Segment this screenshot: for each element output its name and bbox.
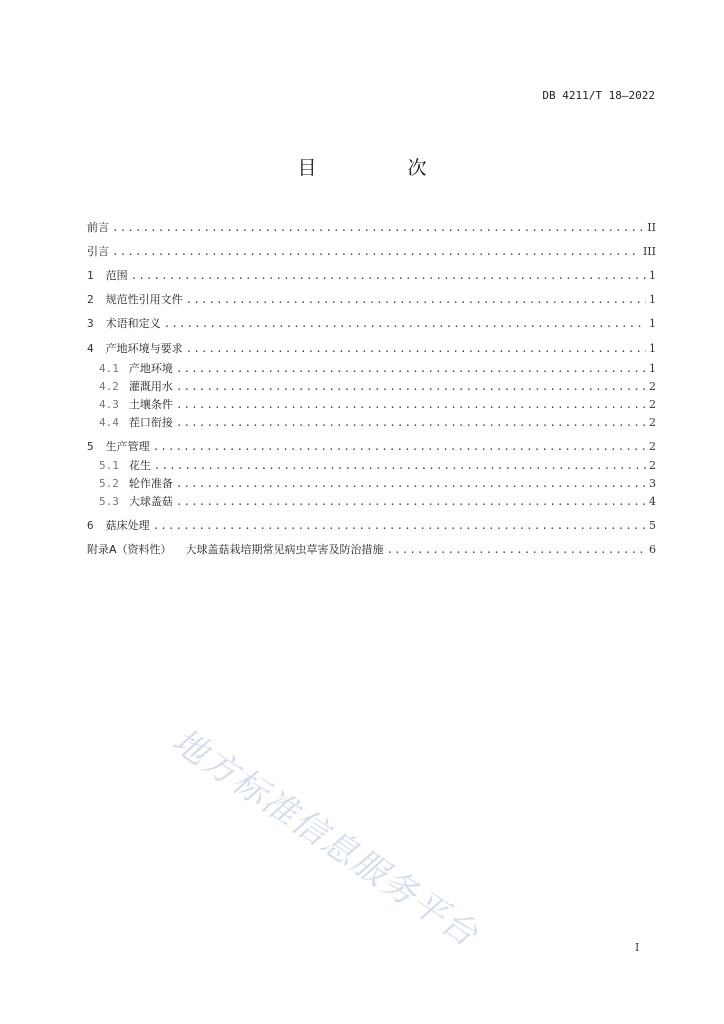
toc-leader bbox=[153, 439, 646, 455]
toc-number: 2 bbox=[87, 293, 94, 306]
toc-number: 4.4 bbox=[99, 416, 119, 429]
toc-page: 2 bbox=[649, 380, 656, 393]
toc-entry-6[interactable] bbox=[87, 518, 656, 534]
toc-entry-foreword[interactable] bbox=[87, 220, 656, 236]
toc-page: 1 bbox=[649, 269, 656, 282]
toc-label: 产地环境 bbox=[128, 362, 173, 375]
toc-entry-4-4[interactable] bbox=[99, 415, 656, 431]
document-header-code: DB 4211/T 18—2022 bbox=[542, 89, 655, 102]
toc-title: 目 次 bbox=[297, 157, 463, 179]
toc-number: 6 bbox=[87, 519, 94, 532]
toc-number: 5.3 bbox=[99, 495, 119, 508]
toc-page: 6 bbox=[649, 543, 656, 556]
toc-leader bbox=[176, 397, 646, 413]
page-number: I bbox=[635, 941, 640, 954]
toc-entry-4-1[interactable] bbox=[99, 361, 656, 377]
toc-number: 4.2 bbox=[99, 380, 119, 393]
toc-appendix-label: 附录A（资料性） bbox=[87, 543, 172, 556]
toc-entry-4-2[interactable] bbox=[99, 379, 656, 395]
toc-leader bbox=[131, 268, 646, 284]
toc-label: 茬口衔接 bbox=[128, 416, 173, 429]
toc-label: 引言 bbox=[87, 245, 109, 258]
toc-page: 5 bbox=[649, 519, 656, 532]
toc-entry-2[interactable] bbox=[87, 292, 656, 308]
toc-label: 大球盖菇 bbox=[128, 495, 173, 508]
toc-number: 4 bbox=[87, 342, 94, 355]
toc-entry-5-2[interactable] bbox=[99, 476, 656, 492]
toc-page: 2 bbox=[649, 459, 656, 472]
toc-page: II bbox=[647, 221, 656, 234]
toc-entry-4[interactable] bbox=[87, 341, 656, 357]
toc-leader bbox=[112, 244, 640, 260]
toc-label: 范围 bbox=[105, 269, 128, 282]
toc-leader bbox=[176, 415, 646, 431]
toc-label: 产地环境与要求 bbox=[105, 342, 183, 355]
toc-number: 5 bbox=[87, 440, 94, 453]
toc-label: 术语和定义 bbox=[105, 317, 161, 330]
toc-number: 3 bbox=[87, 317, 94, 330]
toc-entry-1[interactable] bbox=[87, 268, 656, 284]
toc-label: 前言 bbox=[87, 221, 109, 234]
toc-leader bbox=[112, 220, 644, 236]
toc-page: 1 bbox=[649, 362, 656, 375]
toc-label: 土壤条件 bbox=[128, 398, 173, 411]
toc-page: 1 bbox=[649, 317, 656, 330]
toc-page: 4 bbox=[649, 495, 656, 508]
toc-label: 轮作准备 bbox=[128, 477, 173, 490]
toc-page: 2 bbox=[649, 440, 656, 453]
toc-leader bbox=[176, 361, 646, 377]
toc-page: 1 bbox=[649, 342, 656, 355]
toc-leader bbox=[176, 476, 646, 492]
watermark: 地方标准信息服务平台 bbox=[164, 720, 486, 956]
toc-number: 5.1 bbox=[99, 459, 119, 472]
toc-leader bbox=[154, 458, 646, 474]
toc-label: 菇床处理 bbox=[105, 519, 150, 532]
toc-label: 规范性引用文件 bbox=[105, 293, 183, 306]
toc-page: 1 bbox=[649, 293, 656, 306]
toc-entry-5[interactable] bbox=[87, 439, 656, 455]
toc-page: 2 bbox=[649, 398, 656, 411]
toc-leader bbox=[387, 542, 646, 558]
toc-number: 4.1 bbox=[99, 362, 119, 375]
toc-page: 2 bbox=[649, 416, 656, 429]
toc-leader bbox=[153, 518, 646, 534]
toc-leader bbox=[164, 316, 646, 332]
toc-leader bbox=[186, 292, 646, 308]
toc-label: 大球盖菇栽培期常见病虫草害及防治措施 bbox=[185, 543, 384, 556]
toc-number: 4.3 bbox=[99, 398, 119, 411]
toc-number: 5.2 bbox=[99, 477, 119, 490]
toc-entry-5-1[interactable] bbox=[99, 458, 656, 474]
toc-label: 灌溉用水 bbox=[128, 380, 173, 393]
toc-label: 花生 bbox=[128, 459, 151, 472]
toc-leader bbox=[176, 494, 646, 510]
toc-entry-appendix-a[interactable] bbox=[87, 542, 656, 558]
toc-leader bbox=[176, 379, 646, 395]
toc-page: III bbox=[642, 245, 656, 258]
toc-page: 3 bbox=[649, 477, 656, 490]
toc-label: 生产管理 bbox=[105, 440, 150, 453]
toc-entry-introduction[interactable] bbox=[87, 244, 656, 260]
toc-number: 1 bbox=[87, 269, 94, 282]
toc-entry-3[interactable] bbox=[87, 316, 656, 332]
toc-entry-4-3[interactable] bbox=[99, 397, 656, 413]
toc-leader bbox=[186, 341, 646, 357]
toc-entry-5-3[interactable] bbox=[99, 494, 656, 510]
